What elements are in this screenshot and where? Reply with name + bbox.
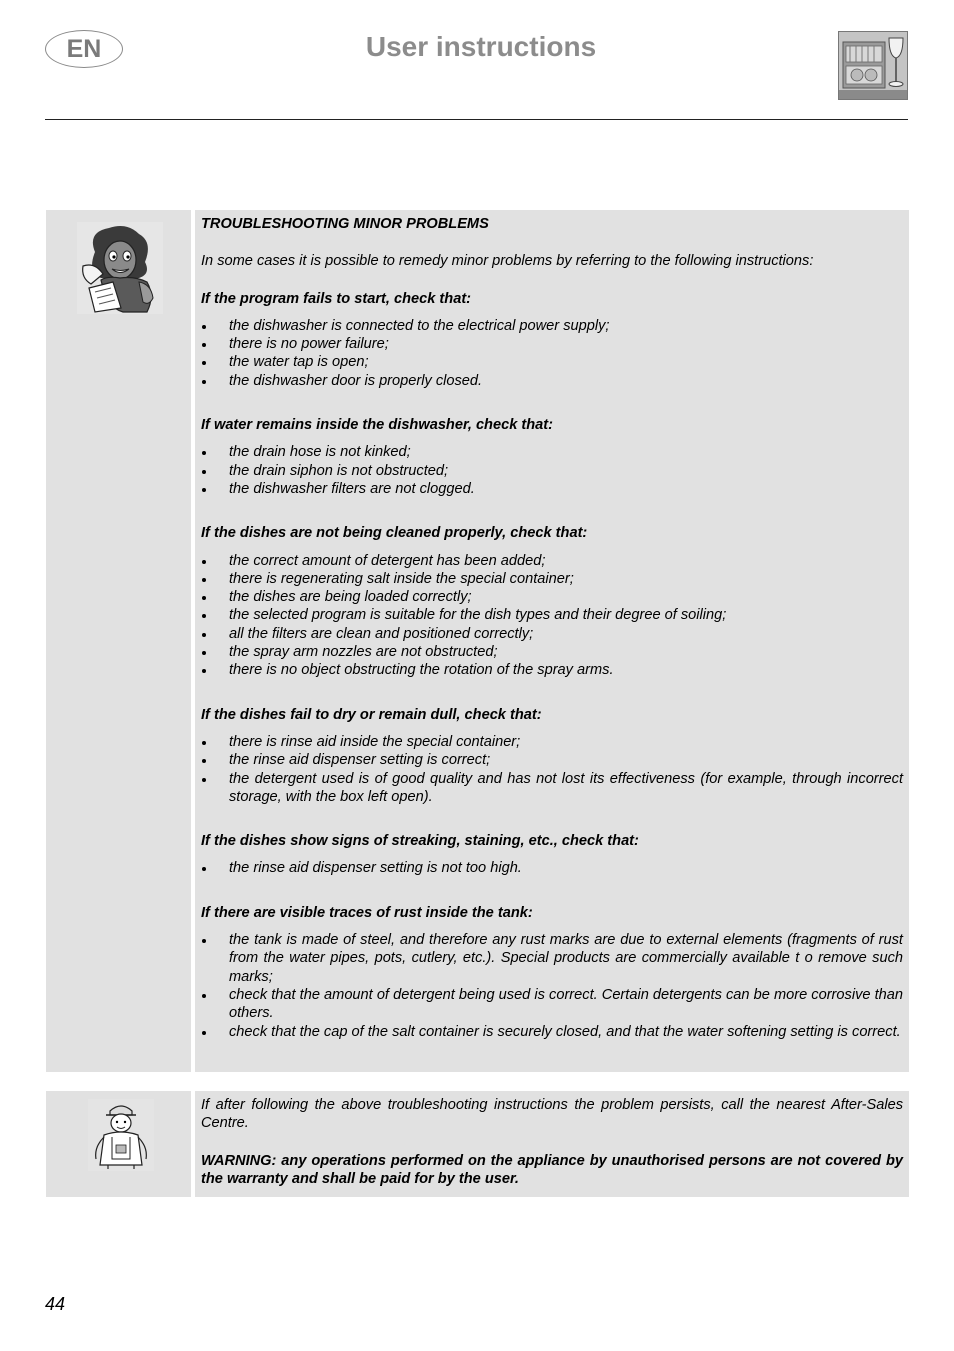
header-divider: [45, 119, 908, 120]
list-item: the rinse aid dispenser setting is not too high.: [201, 859, 903, 877]
service-panel: [46, 1091, 909, 1197]
bullet-icon: [202, 578, 206, 582]
bullet-icon: [202, 470, 206, 474]
check-title-dry-dull: If the dishes fail to dry or remain dull, check that:: [201, 706, 542, 723]
bullet-icon: [202, 380, 206, 384]
bullet-icon: [202, 651, 206, 655]
intro-text: In some cases it is possible to remedy minor problems by referring to the following instructions:: [201, 253, 814, 270]
bullet-icon: [202, 759, 206, 763]
bullet-icon: [202, 1031, 206, 1035]
bullet-icon: [202, 778, 206, 782]
bullet-icon: [202, 325, 206, 329]
bullet-icon: [202, 939, 206, 943]
list-item: the selected program is suitable for the dish types and their degree of soiling;: [201, 606, 903, 624]
service-text: If after following the above troubleshooting instructions the problem persists, call the nearest After-Sales Centre.: [201, 1097, 903, 1132]
list-item: the correct amount of detergent has been added;: [201, 552, 903, 570]
list-item: the tank is made of steel, and therefore any rust marks are due to external elements (fragments of rust from the water pipes, pots, cutlery, etc.). Special products are commercially available t o remove such marks;: [201, 931, 903, 986]
bullet-icon: [202, 451, 206, 455]
list-item: there is no object obstructing the rotation of the spray arms.: [201, 661, 903, 679]
list-item: the water tap is open;: [201, 353, 903, 371]
language-badge: EN: [45, 30, 123, 68]
checklist-rust: [201, 931, 903, 1041]
list-item: check that the cap of the salt container is securely closed, and that the water softening setting is correct.: [201, 1023, 903, 1041]
bullet-icon: [202, 614, 206, 618]
section-heading: TROUBLESHOOTING MINOR PROBLEMS: [201, 216, 489, 232]
bullet-icon: [202, 596, 206, 600]
list-item: the dishwasher filters are not clogged.: [201, 480, 903, 498]
checklist-program-start: [201, 317, 903, 390]
warranty-warning: WARNING: any operations performed on the appliance by unauthorised persons are not covered by the warranty and shall be paid for by the user.: [201, 1152, 903, 1187]
check-title-rust: If there are visible traces of rust inside the tank:: [201, 904, 533, 921]
page-number: 44: [45, 1294, 66, 1314]
list-item: the drain siphon is not obstructed;: [201, 462, 903, 480]
technician-icon: [88, 1099, 154, 1171]
page-title: User instructions: [365, 31, 597, 62]
troubleshooting-panel: [46, 210, 909, 1072]
check-title-not-cleaned: If the dishes are not being cleaned properly, check that:: [201, 525, 588, 542]
bullet-icon: [202, 560, 206, 564]
bullet-icon: [202, 669, 206, 673]
checklist-not-cleaned: [201, 552, 903, 680]
list-item: there is rinse aid inside the special container;: [201, 733, 903, 751]
bullet-icon: [202, 343, 206, 347]
list-item: the dishes are being loaded correctly;: [201, 588, 903, 606]
bullet-icon: [202, 361, 206, 365]
troubleshooting-content: [195, 210, 909, 1072]
service-content: [195, 1091, 909, 1197]
checklist-water-remains: [201, 443, 903, 498]
bullet-icon: [202, 994, 206, 998]
list-item: all the filters are clean and positioned correctly;: [201, 625, 903, 643]
illustration-column: [46, 1091, 191, 1197]
list-item: the spray arm nozzles are not obstructed;: [201, 643, 903, 661]
list-item: check that the amount of detergent being used is correct. Certain detergents can be more corrosive than others.: [201, 986, 903, 1023]
illustration-column: [46, 210, 191, 1072]
list-item: there is regenerating salt inside the special container;: [201, 570, 903, 588]
bullet-icon: [202, 867, 206, 871]
list-item: the dishwasher door is properly closed.: [201, 372, 903, 390]
check-title-program-start: If the program fails to start, check that:: [201, 290, 472, 307]
dishwasher-logo-icon: [838, 31, 908, 100]
list-item: the drain hose is not kinked;: [201, 443, 903, 461]
user-with-manual-icon: [77, 222, 163, 314]
list-item: the rinse aid dispenser setting is correct;: [201, 751, 903, 769]
check-title-streaking: If the dishes show signs of streaking, staining, etc., check that:: [201, 833, 639, 850]
bullet-icon: [202, 488, 206, 492]
list-item: the detergent used is of good quality and has not lost its effectiveness (for example, through incorrect storage, with the box left open).: [201, 770, 903, 807]
list-item: there is no power failure;: [201, 335, 903, 353]
checklist-streaking: [201, 859, 903, 877]
list-item: the dishwasher is connected to the electrical power supply;: [201, 317, 903, 335]
bullet-icon: [202, 741, 206, 745]
check-title-water-remains: If water remains inside the dishwasher, check that:: [201, 417, 553, 434]
checklist-dry-dull: [201, 733, 903, 806]
bullet-icon: [202, 633, 206, 637]
